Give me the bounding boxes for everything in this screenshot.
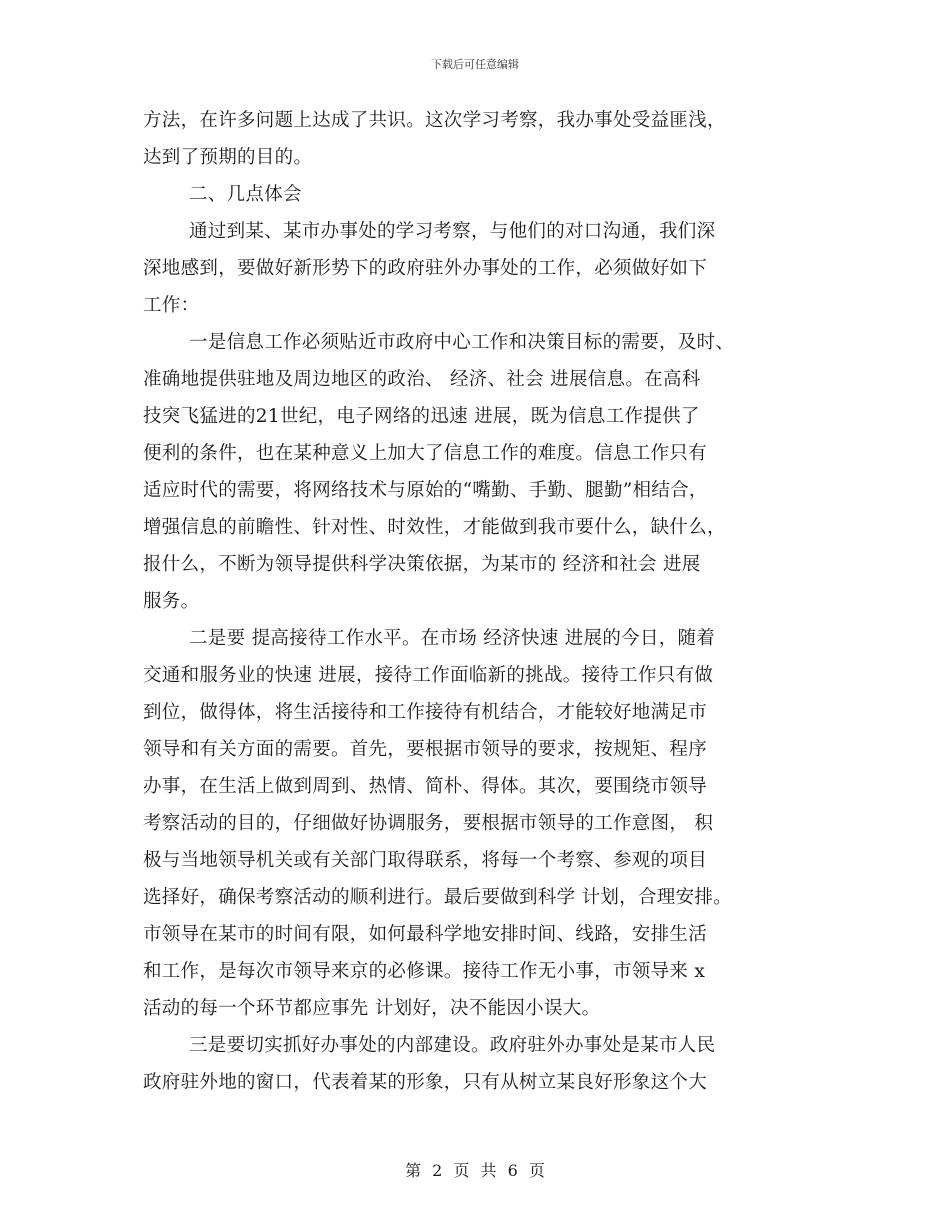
text-line: 准确地提供驻地及周边地区的政治、 经济、社会 进展信息。在高科 <box>143 369 701 390</box>
text-line: 深地感到，要做好新形势下的政府驻外办事处的工作，必须做好如下 <box>143 258 708 279</box>
text-line: 领导和有关方面的需要。首先，要根据市领导的要求，按规矩、程序 <box>143 739 708 760</box>
text-line: 三是要切实抓好办事处的内部建设。政府驻外办事处是某市人民 <box>189 1035 716 1056</box>
text-line: 二是要 提高接待工作水平。在市场 经济快速 进展的今日，随着 <box>189 628 716 649</box>
text-line: 工作： <box>143 295 200 316</box>
page-header: 下载后可任意编辑 <box>431 58 519 71</box>
text-line: 增强信息的前瞻性、针对性、时效性，才能做到我市要什么，缺什么， <box>143 517 726 538</box>
text-line: 政府驻外地的窗口，代表着某的形象，只有从树立某良好形象这个大 <box>143 1072 708 1093</box>
text-line: 适应时代的需要，将网络技术与原始的“嘴勤、手勤、腿勤”相结合， <box>143 480 708 501</box>
text-line: 和工作，是每次市领导来京的必修课。接待工作无小事，市领导来 x <box>143 961 706 982</box>
text-line: 服务。 <box>143 591 200 612</box>
text-line: 技突飞猛进的21世纪，电子网络的迅速 进展，既为信息工作提供了 <box>143 406 700 427</box>
text-line: 报什么，不断为领导提供科学决策依据，为某市的 经济和社会 进展 <box>143 554 701 575</box>
text-line: 选择好，确保考察活动的顺利进行。最后要做到科学 计划，合理安排。 <box>143 887 732 908</box>
text-line: 考察活动的目的，仔细做好协调服务，要根据市领导的工作意图， 积 <box>143 813 714 834</box>
text-line: 一是信息工作必须贴近市政府中心工作和决策目标的需要，及时、 <box>189 332 735 353</box>
page-number: 第 2 页 共 6 页 <box>405 1161 545 1180</box>
text-line: 方法，在许多问题上达成了共识。这次学习考察，我办事处受益匪浅， <box>143 110 726 131</box>
text-line: 通过到某、某市办事处的学习考察，与他们的对口沟通，我们深 <box>189 221 716 242</box>
text-line: 办事，在生活上做到周到、热情、简朴、得体。其次，要围绕市领导 <box>143 776 708 797</box>
text-line: 达到了预期的目的。 <box>143 147 313 168</box>
section-heading: 二、几点体会 <box>189 184 302 205</box>
text-line: 到位，做得体，将生活接待和工作接待有机结合，才能较好地满足市 <box>143 702 708 723</box>
document-body <box>143 102 823 1101</box>
text-line: 极与当地领导机关或有关部门取得联系，将每一个考察、参观的项目 <box>143 850 708 871</box>
text-line: 市领导在某市的时间有限，如何最科学地安排时间、线路，安排生活 <box>143 924 708 945</box>
text-line: 交通和服务业的快速 进展，接待工作面临新的挑战。接待工作只有做 <box>143 665 714 686</box>
text-line: 活动的每一个环节都应事先 计划好，决不能因小误大。 <box>143 998 601 1019</box>
text-line: 便利的条件，也在某种意义上加大了信息工作的难度。信息工作只有 <box>143 443 708 464</box>
